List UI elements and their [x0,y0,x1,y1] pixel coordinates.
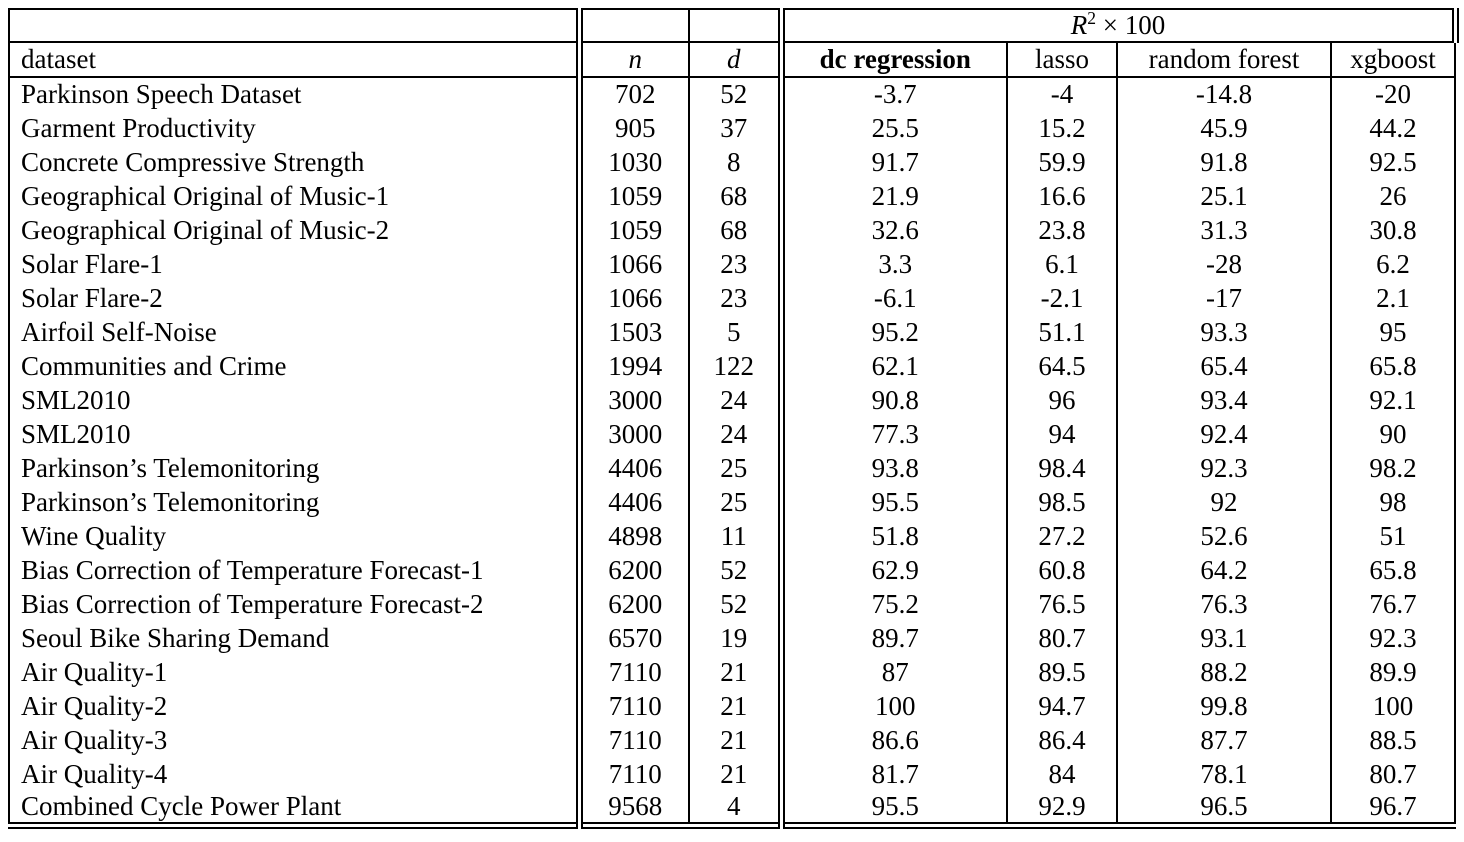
dataset-name: Garment Productivity [21,112,256,143]
d-value: 25 [689,451,781,485]
d-value: 122 [689,349,781,383]
xgboost-value: 89.9 [1331,655,1455,689]
d-value: 52 [689,77,781,111]
r2-exponent: 2 [1087,9,1097,28]
n-value: 6200 [579,553,689,587]
table-row [9,383,1455,417]
xgboost-value: 30.8 [1331,213,1455,247]
xgboost-value: 92.5 [1331,145,1455,179]
random-forest-value: 78.1 [1117,757,1331,791]
xgboost-value: 98 [1331,485,1455,519]
empty-header-n [579,9,689,42]
xgboost-value: 65.8 [1331,349,1455,383]
n-value: 6200 [579,587,689,621]
dc-regression-value: 3.3 [781,247,1007,281]
dc-regression-value: 95.5 [781,485,1007,519]
dataset-name: Geographical Original of Music-1 [21,180,390,211]
d-value: 52 [689,553,781,587]
dc-regression-value: 62.1 [781,349,1007,383]
col-header-dc-regression: dc regression [781,42,1007,77]
random-forest-value: 88.2 [1117,655,1331,689]
dataset-name: Parkinson Speech Dataset [21,79,302,109]
d-value: 23 [689,247,781,281]
random-forest-value: 31.3 [1117,213,1331,247]
random-forest-value: 64.2 [1117,553,1331,587]
dataset-name: Solar Flare-1 [21,248,163,279]
table-row [9,111,1455,145]
dc-regression-value: 89.7 [781,621,1007,655]
table-row [9,689,1455,723]
d-value: 52 [689,587,781,621]
table-body [9,77,1455,825]
column-header-row [9,42,1455,77]
lasso-value: 94 [1007,417,1117,451]
n-value: 9568 [579,791,689,825]
random-forest-value: 45.9 [1117,111,1331,145]
xgboost-value: 51 [1331,519,1455,553]
dc-regression-value: 87 [781,655,1007,689]
d-value: 24 [689,383,781,417]
lasso-value: 98.5 [1007,485,1117,519]
lasso-value: 15.2 [1007,111,1117,145]
lasso-value: 98.4 [1007,451,1117,485]
table-row [9,655,1455,689]
lasso-value: 16.6 [1007,179,1117,213]
xgboost-value: 96.7 [1331,791,1455,825]
n-value: 4406 [579,485,689,519]
random-forest-value: -28 [1117,247,1331,281]
random-forest-value: 25.1 [1117,179,1331,213]
n-value: 4406 [579,451,689,485]
table-row [9,77,1455,111]
random-forest-value: 65.4 [1117,349,1331,383]
n-value: 702 [579,77,689,111]
xgboost-value: 95 [1331,315,1455,349]
n-value: 3000 [579,383,689,417]
col-header-lasso: lasso [1007,42,1117,77]
dataset-name: SML2010 [21,418,131,449]
n-value: 1994 [579,349,689,383]
lasso-value: 92.9 [1007,791,1117,825]
n-value: 1030 [579,145,689,179]
d-value: 21 [689,757,781,791]
dc-regression-value: 100 [781,689,1007,723]
col-header-n: n [579,42,689,77]
lasso-value: 94.7 [1007,689,1117,723]
lasso-value: 27.2 [1007,519,1117,553]
xgboost-value: 92.3 [1331,621,1455,655]
lasso-value: 60.8 [1007,553,1117,587]
dc-regression-value: -3.7 [781,77,1007,111]
table-row [9,553,1455,587]
xgboost-value: 2.1 [1331,281,1455,315]
table-row [9,519,1455,553]
d-value: 19 [689,621,781,655]
table-row [9,587,1455,621]
table-row [9,791,1455,825]
lasso-value: -4 [1007,77,1117,111]
table-row [9,621,1455,655]
table-row [9,417,1455,451]
dc-regression-value: 86.6 [781,723,1007,757]
random-forest-value: -17 [1117,281,1331,315]
n-value: 7110 [579,757,689,791]
dataset-name: Wine Quality [21,520,167,551]
lasso-value: 64.5 [1007,349,1117,383]
dataset-name: Communities and Crime [21,350,287,381]
lasso-value: 84 [1007,757,1117,791]
random-forest-value: -14.8 [1117,77,1331,111]
dataset-name: Air Quality-4 [21,758,168,789]
random-forest-value: 87.7 [1117,723,1331,757]
times-100-label: × 100 [1096,10,1166,40]
lasso-value: 6.1 [1007,247,1117,281]
random-forest-value: 93.4 [1117,383,1331,417]
d-value: 5 [689,315,781,349]
dc-regression-value: 25.5 [781,111,1007,145]
xgboost-value: 98.2 [1331,451,1455,485]
random-forest-value: 92 [1117,485,1331,519]
random-forest-value: 93.3 [1117,315,1331,349]
dc-regression-value: -6.1 [781,281,1007,315]
group-header-row [9,9,1455,42]
n-value: 3000 [579,417,689,451]
col-header-xgboost: xgboost [1331,42,1455,77]
dataset-name: Seoul Bike Sharing Demand [21,622,330,653]
d-value: 21 [689,689,781,723]
dc-regression-value: 93.8 [781,451,1007,485]
xgboost-value: 80.7 [1331,757,1455,791]
table-row [9,213,1455,247]
lasso-value: 80.7 [1007,621,1117,655]
col-header-d: d [689,42,781,77]
table-row [9,757,1455,791]
xgboost-value: 6.2 [1331,247,1455,281]
table-row [9,179,1455,213]
lasso-value: 23.8 [1007,213,1117,247]
table-row [9,349,1455,383]
d-value: 37 [689,111,781,145]
table-row [9,281,1455,315]
n-value: 905 [579,111,689,145]
n-value: 1066 [579,247,689,281]
xgboost-value: 92.1 [1331,383,1455,417]
table-row [9,485,1455,519]
random-forest-value: 96.5 [1117,791,1331,825]
col-header-random-forest: random forest [1117,42,1331,77]
dc-regression-value: 81.7 [781,757,1007,791]
dc-regression-value: 75.2 [781,587,1007,621]
xgboost-value: 26 [1331,179,1455,213]
lasso-value: 76.5 [1007,587,1117,621]
dataset-name: Airfoil Self-Noise [21,316,217,347]
dataset-name: Bias Correction of Temperature Forecast-1 [21,554,484,585]
n-value: 1059 [579,213,689,247]
d-value: 23 [689,281,781,315]
dataset-name: Geographical Original of Music-2 [21,214,390,245]
table-row [9,723,1455,757]
r2-times-100-group-header [781,9,1455,42]
dc-regression-value: 51.8 [781,519,1007,553]
dc-regression-value: 90.8 [781,383,1007,417]
d-value: 24 [689,417,781,451]
dataset-name: Air Quality-3 [21,724,168,755]
d-value: 11 [689,519,781,553]
dataset-name: Air Quality-2 [21,690,168,721]
table-row [9,145,1455,179]
table-row [9,247,1455,281]
dc-regression-value: 95.5 [781,791,1007,825]
dc-regression-value: 21.9 [781,179,1007,213]
lasso-value: 51.1 [1007,315,1117,349]
n-value: 1059 [579,179,689,213]
xgboost-value: 90 [1331,417,1455,451]
lasso-value: 96 [1007,383,1117,417]
lasso-value: 59.9 [1007,145,1117,179]
lasso-value: -2.1 [1007,281,1117,315]
d-value: 21 [689,655,781,689]
d-value: 68 [689,213,781,247]
d-value: 25 [689,485,781,519]
xgboost-value: 65.8 [1331,553,1455,587]
dataset-name: Bias Correction of Temperature Forecast-2 [21,588,484,619]
random-forest-value: 92.4 [1117,417,1331,451]
random-forest-value: 91.8 [1117,145,1331,179]
dc-regression-value: 91.7 [781,145,1007,179]
dc-regression-value: 77.3 [781,417,1007,451]
xgboost-value: 88.5 [1331,723,1455,757]
dataset-name: SML2010 [21,384,131,415]
n-value: 6570 [579,621,689,655]
col-header-dataset: dataset [9,42,579,77]
d-value: 68 [689,179,781,213]
d-value: 4 [689,791,781,825]
dataset-name: Combined Cycle Power Plant [21,791,342,821]
n-value: 1066 [579,281,689,315]
dataset-name: Solar Flare-2 [21,282,163,313]
empty-header-d [689,9,781,42]
random-forest-value: 99.8 [1117,689,1331,723]
dc-regression-value: 62.9 [781,553,1007,587]
dataset-name: Concrete Compressive Strength [21,146,365,177]
empty-header-dataset [9,9,579,42]
lasso-value: 86.4 [1007,723,1117,757]
xgboost-value: 44.2 [1331,111,1455,145]
n-value: 7110 [579,689,689,723]
dataset-name: Parkinson’s Telemonitoring [21,452,320,483]
dataset-name: Air Quality-1 [21,656,168,687]
lasso-value: 89.5 [1007,655,1117,689]
n-value: 1503 [579,315,689,349]
results-table [8,8,1459,829]
random-forest-value: 52.6 [1117,519,1331,553]
random-forest-value: 92.3 [1117,451,1331,485]
n-value: 7110 [579,655,689,689]
xgboost-value: 100 [1331,689,1455,723]
random-forest-value: 76.3 [1117,587,1331,621]
xgboost-value: 76.7 [1331,587,1455,621]
d-value: 21 [689,723,781,757]
table-row [9,451,1455,485]
d-value: 8 [689,145,781,179]
r2-symbol: R [1070,10,1088,40]
random-forest-value: 93.1 [1117,621,1331,655]
n-value: 7110 [579,723,689,757]
xgboost-value: -20 [1331,77,1455,111]
table-row [9,315,1455,349]
dc-regression-value: 95.2 [781,315,1007,349]
dc-regression-value: 32.6 [781,213,1007,247]
n-value: 4898 [579,519,689,553]
dataset-name: Parkinson’s Telemonitoring [21,486,320,517]
